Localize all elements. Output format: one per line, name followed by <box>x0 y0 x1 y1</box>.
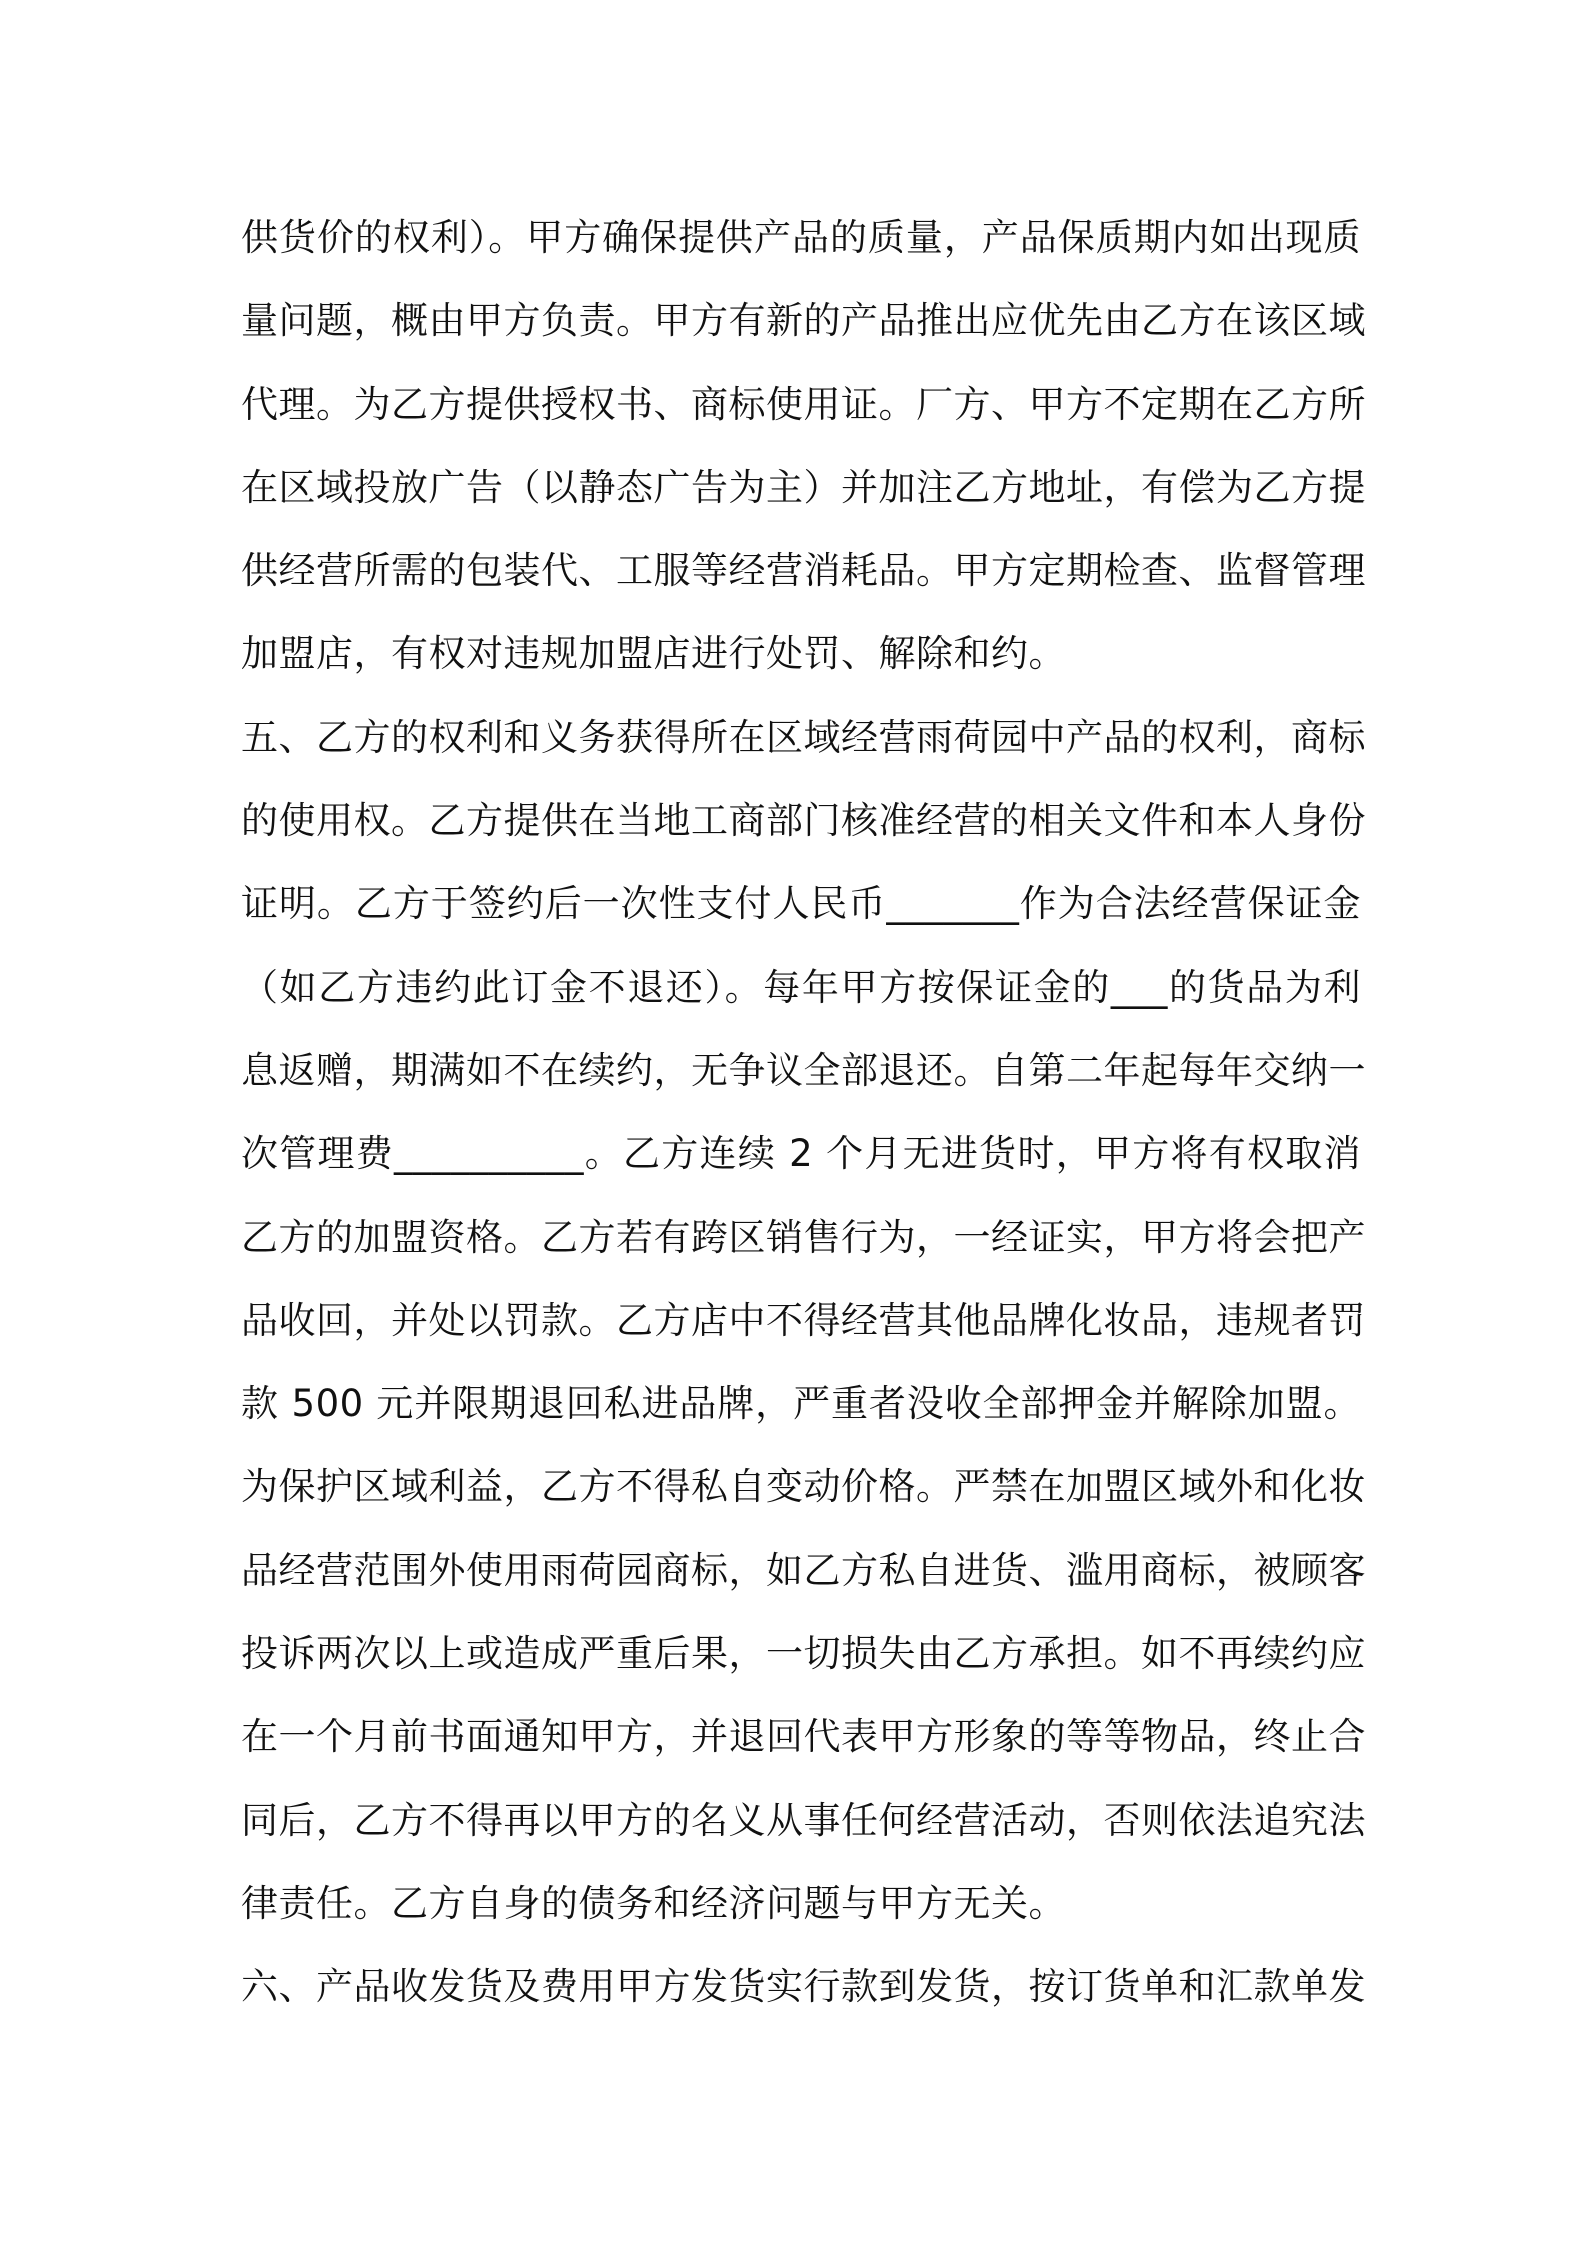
text-line: 为保护区域利益，乙方不得私自变动价格。严禁在加盟区域外和化妆 <box>241 1465 1366 1509</box>
text-line: 量问题，概由甲方负责。甲方有新的产品推出应优先由乙方在该区域 <box>241 299 1366 343</box>
text-line: 代理。为乙方提供授权书、商标使用证。厂方、甲方不定期在乙方所 <box>241 382 1366 426</box>
text-line: 同后，乙方不得再以甲方的名义从事任何经营活动，否则依法追究法 <box>241 1798 1366 1842</box>
paragraph-party-a-obligations <box>241 196 1366 696</box>
text-line: 加盟店，有权对违规加盟店进行处罚、解除和约。 <box>241 632 1066 676</box>
text-line: （如乙方违约此订金不退还）。每年甲方按保证金的___的货品为利 <box>241 965 1361 1009</box>
text-line: 五、乙方的权利和义务获得所在区域经营雨荷园中产品的权利，商标 <box>241 715 1366 759</box>
text-line: 款 500 元并限期退回私进品牌，严重者没收全部押金并解除加盟。 <box>241 1382 1361 1426</box>
text-line: 的使用权。乙方提供在当地工商部门核准经营的相关文件和本人身份 <box>241 799 1366 843</box>
text-line: 六、产品收发货及费用甲方发货实行款到发货，按订货单和汇款单发 <box>241 1965 1366 2009</box>
text-line: 在一个月前书面通知甲方，并退回代表甲方形象的等等物品，终止合 <box>241 1715 1366 1759</box>
text-line: 息返赠，期满如不在续约，无争议全部退还。自第二年起每年交纳一 <box>241 1048 1366 1092</box>
document-body <box>241 196 1366 2029</box>
text-line: 供经营所需的包装代、工服等经营消耗品。甲方定期检查、监督管理 <box>241 549 1366 593</box>
text-line: 供货价的权利）。甲方确保提供产品的质量，产品保质期内如出现质 <box>241 216 1361 259</box>
text-line: 投诉两次以上或造成严重后果，一切损失由乙方承担。如不再续约应 <box>241 1632 1366 1676</box>
text-line: 证明。乙方于签约后一次性支付人民币_______作为合法经营保证金 <box>241 882 1361 926</box>
text-line: 律责任。乙方自身的债务和经济问题与甲方无关。 <box>241 1881 1066 1925</box>
paragraph-section-6-shipping <box>241 1945 1366 2028</box>
text-line: 次管理费__________。乙方连续 2 个月无进货时，甲方将有权取消 <box>241 1132 1361 1176</box>
text-line: 在区域投放广告（以静态广告为主）并加注乙方地址，有偿为乙方提 <box>241 465 1366 509</box>
text-line: 品收回，并处以罚款。乙方店中不得经营其他品牌化妆品，违规者罚 <box>241 1298 1366 1342</box>
text-line: 乙方的加盟资格。乙方若有跨区销售行为，一经证实，甲方将会把产 <box>241 1215 1366 1259</box>
paragraph-section-5-party-b-rights <box>241 696 1366 1945</box>
text-line: 品经营范围外使用雨荷园商标，如乙方私自进货、滥用商标，被顾客 <box>241 1548 1366 1592</box>
